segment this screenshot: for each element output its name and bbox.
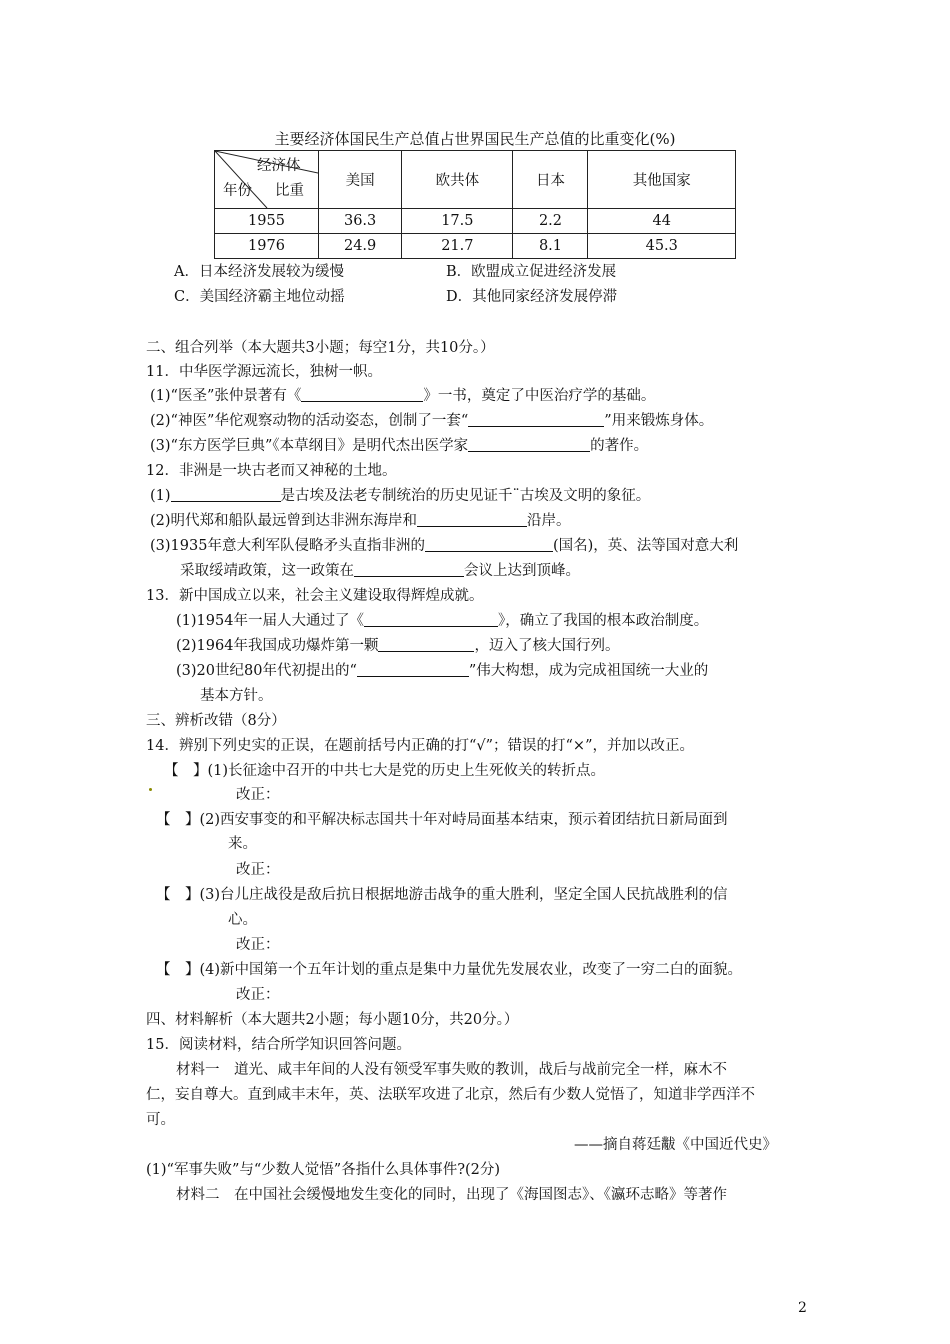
row-year: 1955 <box>215 209 319 234</box>
q14-item2-continued: 来。 <box>228 836 257 852</box>
corner-label-year: 年份 <box>223 183 252 199</box>
fix-label: 改正： <box>236 862 280 878</box>
section3-heading: 三、辨析改错（8分） <box>146 713 286 729</box>
answer-blank[interactable] <box>364 611 498 627</box>
q11-stem: 11．中华医学源远流长，独树一帜。 <box>146 364 382 380</box>
q13-part3: (3)20世纪80年代初提出的“ ”伟大构想，成为完成祖国统一大业的 <box>176 663 709 679</box>
fix-label: 改正： <box>236 987 280 1003</box>
q13-part3-continued: 基本方针。 <box>200 688 273 704</box>
section4-heading: 四、材料解析（本大题共2小题；每小题10分，共20分。） <box>146 1012 519 1028</box>
answer-bracket[interactable]: 【 】 <box>156 887 200 903</box>
material1-line1: 材料一 道光、咸丰年间的人没有领受军事失败的教训，战后与战前完全一样，麻木不 <box>176 1062 727 1078</box>
column-header: 其他国家 <box>588 151 736 209</box>
option-d: D．其他同家经济发展停滞 <box>446 289 618 305</box>
table-cell: 36.3 <box>319 209 402 234</box>
option-a: A．日本经济发展较为缓慢 <box>174 264 344 280</box>
fix-label: 改正： <box>236 787 280 803</box>
column-header: 美国 <box>319 151 402 209</box>
column-header: 欧共体 <box>402 151 513 209</box>
material1-line2: 仁，妄自尊大。直到咸丰末年，英、法联军攻进了北京，然后有少数人觉悟了，知道非学西洋不 <box>146 1087 755 1103</box>
material2-line1: 材料二 在中国社会缓慢地发生变化的同时，出现了《海国图志》、《瀛环志略》等著作 <box>176 1187 727 1203</box>
answer-blank[interactable] <box>301 386 423 402</box>
answer-bracket[interactable]: 【 】 <box>156 812 200 828</box>
answer-blank[interactable] <box>378 636 474 652</box>
answer-blank[interactable] <box>354 561 464 577</box>
column-header: 日本 <box>513 151 588 209</box>
q14-item1: 【 】(1)长征途中召开的中共七大是党的历史上生死攸关的转折点。 <box>164 763 606 779</box>
page-number: 2 <box>798 1300 807 1316</box>
q12-part3: (3)1935年意大利军队侵略矛头直指非洲的 (国名)，英、法等国对意大利 <box>150 538 739 554</box>
table-cell: 17.5 <box>402 209 513 234</box>
answer-blank[interactable] <box>171 486 281 502</box>
q11-part1: (1)“医圣”张仲景著有《 》一书，奠定了中医治疗学的基础。 <box>150 388 656 404</box>
table-cell: 24.9 <box>319 234 402 259</box>
corner-label-ratio: 比重 <box>275 183 304 199</box>
material1-line3: 可。 <box>146 1112 175 1128</box>
q12-stem: 12．非洲是一块古老而又神秘的土地。 <box>146 463 397 479</box>
stray-mark <box>149 788 152 791</box>
q12-part1: (1) 是古埃及法老专制统治的历史见证千¨古埃及文明的象征。 <box>150 488 651 504</box>
q14-stem: 14．辨别下列史实的正误，在题前括号内正确的打“√”；错误的打“×”，并加以改正。 <box>146 738 694 754</box>
corner-label-economy: 经济体 <box>257 158 301 174</box>
option-b: B．欧盟成立促进经济发展 <box>446 264 617 280</box>
economy-table <box>214 150 736 259</box>
table-cell: 2.2 <box>513 209 588 234</box>
q14-item4: 【 】(4)新中国第一个五年计划的重点是集中力量优先发展农业，改变了一穷二白的面貌。 <box>156 962 743 978</box>
answer-bracket[interactable]: 【 】 <box>156 962 200 978</box>
q14-item2: 【 】(2)西安事变的和平解决标志国共十年对峙局面基本结束，预示着团结抗日新局面到 <box>156 812 728 828</box>
table-cell: 44 <box>588 209 736 234</box>
q11-part3: (3)“东方医学巨典”《本草纲目》是明代杰出医学家 的著作。 <box>150 438 649 454</box>
q13-stem: 13．新中国成立以来，社会主义建设取得辉煌成就。 <box>146 588 484 604</box>
q13-part1: (1)1954年一届人大通过了《 》，确立了我国的根本政治制度。 <box>176 613 709 629</box>
table-cell: 8.1 <box>513 234 588 259</box>
table-cell: 21.7 <box>402 234 513 259</box>
fix-label: 改正： <box>236 937 280 953</box>
answer-blank[interactable] <box>417 511 527 527</box>
table-cell: 45.3 <box>588 234 736 259</box>
material1-source: ——摘自蒋廷黻《中国近代史》 <box>574 1137 777 1153</box>
table-caption: 主要经济体国民生产总值占世界国民生产总值的比重变化(%) <box>274 130 676 148</box>
table-row <box>215 209 736 234</box>
answer-bracket[interactable]: 【 】 <box>164 763 208 779</box>
table-corner-cell <box>215 151 319 209</box>
q15-stem: 15．阅读材料，结合所学知识回答问题。 <box>146 1037 411 1053</box>
answer-blank[interactable] <box>357 661 469 677</box>
q11-part2: (2)“神医”华佗观察动物的活动姿态，创制了一套“ ”用来锻炼身体。 <box>150 413 714 429</box>
q13-part2: (2)1964年我国成功爆炸第一颗 ，迈入了核大国行列。 <box>176 638 620 654</box>
section2-heading: 二、组合列举（本大题共3小题；每空1分，共10分。） <box>146 340 495 356</box>
answer-blank[interactable] <box>468 411 604 427</box>
table-row <box>215 234 736 259</box>
q14-item3: 【 】(3)台儿庄战役是敌后抗日根据地游击战争的重大胜利，坚定全国人民抗战胜利的信 <box>156 887 728 903</box>
option-c: C．美国经济霸主地位动摇 <box>174 289 345 305</box>
q14-item3-continued: 心。 <box>228 912 257 928</box>
answer-blank[interactable] <box>468 436 590 452</box>
q12-part2: (2)明代郑和船队最远曾到达非洲东海岸和 沿岸。 <box>150 513 571 529</box>
q12-part3-continued: 采取绥靖政策，这一政策在 会议上达到顶峰。 <box>180 563 580 579</box>
row-year: 1976 <box>215 234 319 259</box>
q15-part1: (1)“军事失败”与“少数人觉悟”各指什么具体事件?(2分) <box>146 1162 501 1178</box>
answer-blank[interactable] <box>425 536 553 552</box>
